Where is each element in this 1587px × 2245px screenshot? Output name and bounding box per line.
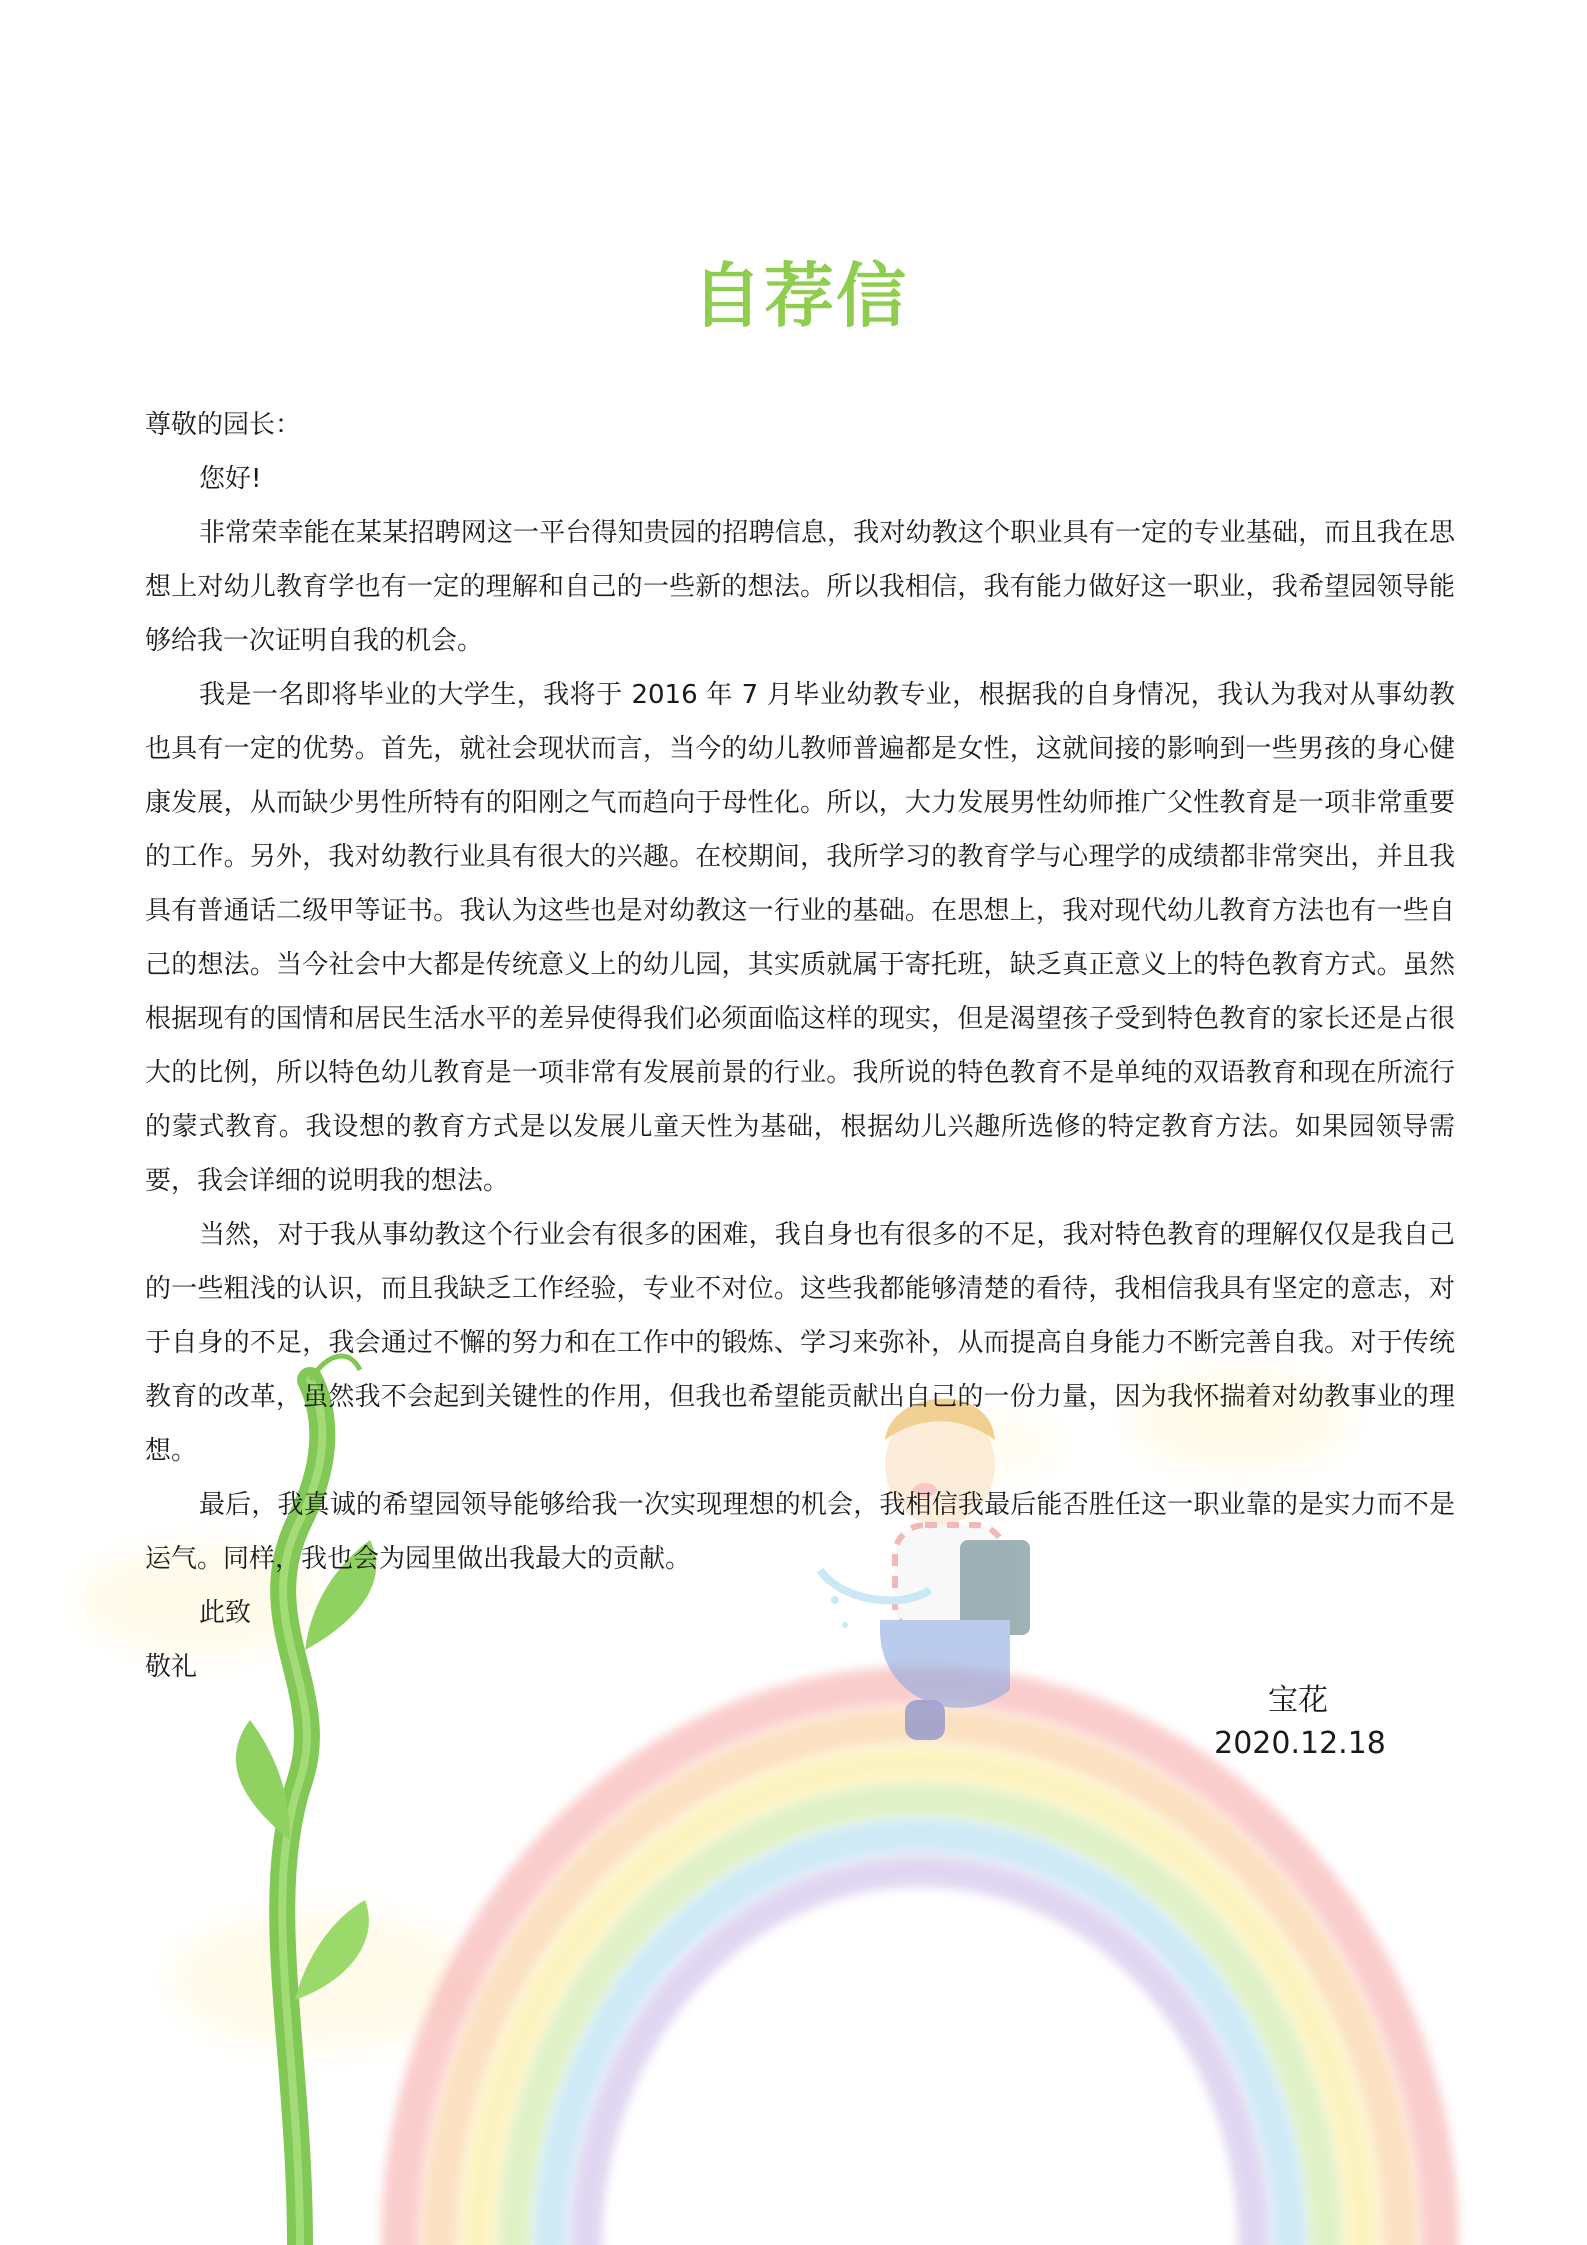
- letter-content: [145, 398, 1455, 1694]
- paragraph-intro: 非常荣幸能在某某招聘网这一平台得知贵园的招聘信息，我对幼教这个职业具有一定的专业基础，而且我在思想上对幼儿教育学也有一定的理解和自己的一些新的想法。所以我相信，我有能力做好这一职业，我希望园领导能够给我一次证明自我的机会。: [145, 518, 1455, 656]
- salutation: 尊敬的园长：: [145, 410, 302, 440]
- paragraph-weakness: 当然，对于我从事幼教这个行业会有很多的困难，我自身也有很多的不足，我对特色教育的理解仅仅是我自己的一些粗浅的认识，而且我缺乏工作经验，专业不对位。这些我都能够清楚的看待，我相信我具有坚定的意志，对于自身的不足，我会通过不懈的努力和在工作中的锻炼、学习来弥补，从而提高自身能力不断完善自我。对于传统教育的改革，虽然我不会起到关键性的作用，但我也希望能贡献出自己的一份力量，因为我怀揣着对幼教事业的理想。: [145, 1220, 1455, 1466]
- closing-phrase: 此致: [199, 1598, 252, 1628]
- signature-name: 宝花: [1268, 1683, 1328, 1718]
- signature-date: 2020.12.18: [1214, 1726, 1386, 1761]
- letter-title: 自荐信: [692, 255, 908, 337]
- paragraph-background: 我是一名即将毕业的大学生，我将于 2016 年 7 月毕业幼教专业，根据我的自身情况，我认为我对从事幼教也具有一定的优势。首先，就社会现状而言，当今的幼儿教师普遍都是女性，这就间接的影响到一些男孩的身心健康发展，从而缺少男性所特有的阳刚之气而趋向于母性化。所以，大力发展男性幼师推广父性教育是一项非常重要的工作。另外，我对幼教行业具有很大的兴趣。在校期间，我所学习的教育学与心理学的成绩都非常突出，并且我具有普通话二级甲等证书。我认为这些也是对幼教这一行业的基础。在思想上，我对现代幼儿教育方法也有一些自己的想法。当今社会中大都是传统意义上的幼儿园，其实质就属于寄托班，缺乏真正意义上的特色教育方式。虽然根据现有的国情和居民生活水平的差异使得我们必须面临这样的现实，但是渴望孩子受到特色教育的家长还是占很大的比例，所以特色幼儿教育是一项非常有发展前景的行业。我所说的特色教育不是单纯的双语教育和现在所流行的蒙式教育。我设想的教育方式是以发展儿童天性为基础，根据幼儿兴趣所选修的特定教育方法。如果园领导需要，我会详细的说明我的想法。: [145, 680, 1455, 1196]
- paragraph-conclusion: 最后，我真诚的希望园领导能够给我一次实现理想的机会，我相信我最后能否胜任这一职业靠的是实力而不是运气。同样，我也会为园里做出我最大的贡献。: [145, 1490, 1455, 1574]
- greeting: 您好!: [199, 464, 262, 494]
- rainbow-icon: [400, 1685, 1440, 2245]
- regards-phrase: 敬礼: [145, 1652, 198, 1682]
